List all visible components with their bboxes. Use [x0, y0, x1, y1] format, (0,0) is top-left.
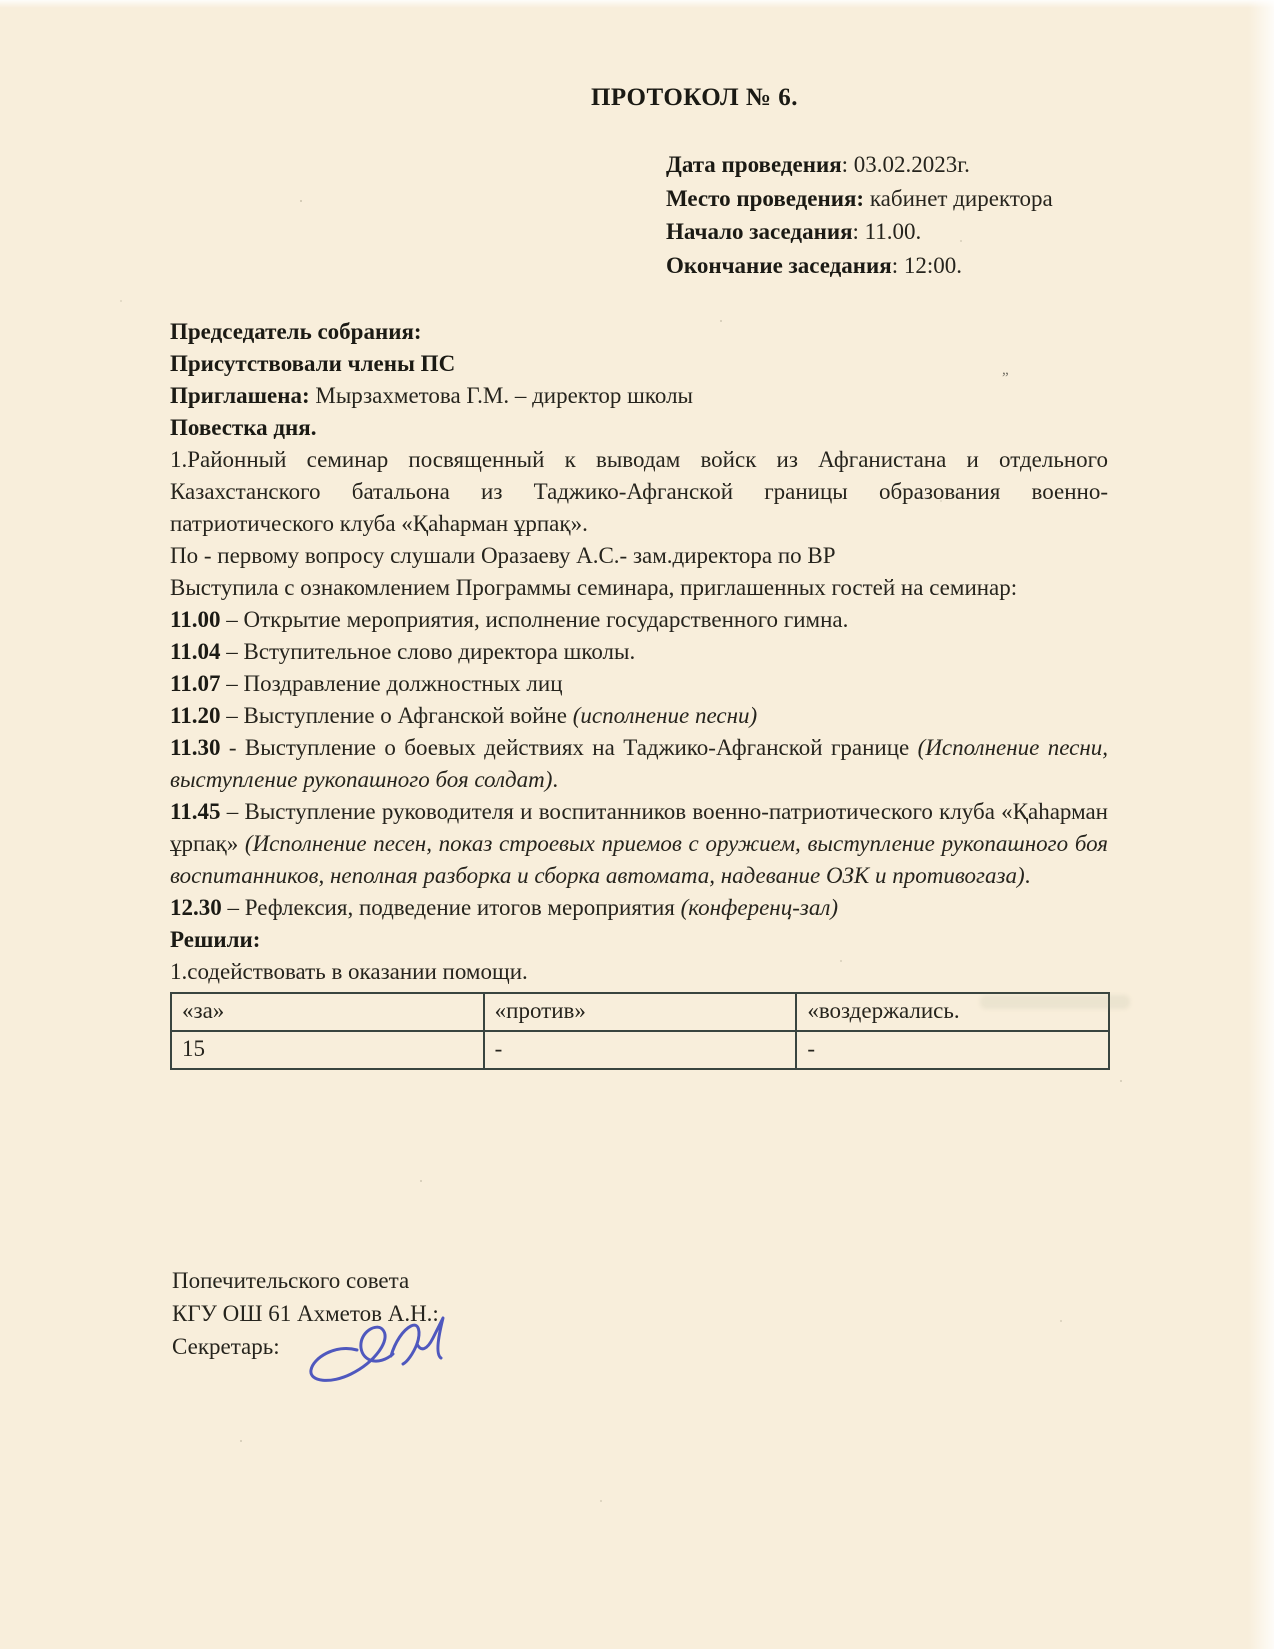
text-segment: По - первому вопросу слушали Оразаеву А.С.- зам.директора по ВР [170, 543, 836, 568]
document-title: ПРОТОКОЛ № 6. [590, 84, 798, 111]
text-segment: (Исполнение песен, показ строевых приемов с оружием, выступление рукопашного боя воспитанников, неполная разборка и сборка автомата, надевание ОЗК и противогаза) [170, 831, 1108, 888]
meta-line [666, 148, 1053, 182]
meta-label: Место проведения: [666, 185, 865, 211]
text-segment: Председатель собрания: [170, 319, 422, 344]
vote-table-value-cell: - [484, 1031, 797, 1069]
meta-label: Окончание заседания [666, 252, 892, 278]
footer-line: КГУ ОШ 61 Ахметов А.Н.: [172, 1301, 439, 1326]
paragraph [170, 796, 1108, 892]
text-segment: (исполнение песни) [572, 703, 758, 728]
paragraph [170, 316, 1108, 348]
meta-label: Начало заседания [666, 219, 853, 244]
text-segment: 12.30 [170, 895, 222, 920]
meta-value: : 11.00. [852, 219, 922, 244]
text-segment: Повестка дня. [170, 415, 317, 440]
vote-table-header-cell: «против» [484, 993, 797, 1031]
text-segment: – Поздравление должностных лиц [220, 671, 563, 696]
text-segment: Выступила с ознакомлением Программы семинара, приглашенных гостей на семинар: [170, 575, 1018, 600]
paragraph [170, 380, 1108, 412]
text-segment: 11.07 [170, 671, 221, 696]
meta-label: Дата проведения [666, 152, 842, 177]
vote-table [170, 992, 1110, 1070]
paragraph [170, 924, 1108, 956]
paragraphs [170, 316, 1108, 988]
paragraph [170, 572, 1108, 604]
meta-value: кабинет директора [864, 185, 1053, 211]
scan-edge-top [0, 0, 1274, 8]
text-segment: – Выступление о Афганской войне [220, 703, 573, 728]
scan-artifact-smudge [980, 995, 1130, 1009]
scan-artifact-mark: ” [1002, 370, 1009, 386]
text-segment: Мырзахметова Г.М. – директор школы [309, 383, 693, 408]
vote-table-value-cell: 15 [171, 1031, 484, 1069]
text-segment: 11.04 [170, 639, 221, 664]
text-segment: (Исполнение песни, выступление рукопашного боя солдат) [170, 735, 1108, 792]
text-segment: – Открытие мероприятия, исполнение государственного гимна. [220, 607, 849, 632]
text-segment: – Вступительное слово директора школы. [220, 639, 636, 664]
document-body [170, 316, 1108, 1070]
text-segment: Решили: [170, 927, 261, 952]
text-segment: 11.00 [170, 607, 221, 632]
meta-line [666, 249, 1053, 283]
scan-edge-right [1248, 0, 1274, 1649]
vote-table-header-cell: «воздержались. [796, 993, 1109, 1031]
text-segment: 1.содействовать в оказании помощи. [170, 959, 528, 984]
footer-line: Попечительского совета [172, 1268, 410, 1293]
text-segment: . [1024, 863, 1031, 888]
meta-block [666, 148, 1053, 282]
paragraph [170, 732, 1108, 796]
signature-ink [295, 1292, 475, 1392]
paragraph [170, 540, 1108, 572]
meta-value: : 03.02.2023г. [841, 152, 970, 177]
text-segment: Присутствовали члены ПС [170, 351, 456, 376]
text-segment: 11.45 [170, 799, 221, 824]
footer-line: Секретарь: [172, 1334, 280, 1359]
text-segment: . [552, 767, 559, 792]
paper-speckles [300, 200, 302, 202]
vote-table-value-row [171, 1031, 1109, 1069]
meta-value: : 12:00. [891, 252, 963, 278]
paragraph [170, 412, 1108, 444]
text-segment: – Рефлексия, подведение итогов мероприятия [221, 895, 681, 920]
vote-table-header-row [171, 993, 1109, 1031]
paragraph [170, 700, 1108, 732]
paragraph [170, 444, 1108, 540]
meta-line [666, 182, 1053, 216]
text-segment: (конференц-зал) [680, 895, 839, 920]
vote-table-value-cell: - [796, 1031, 1109, 1069]
text-segment: 1.Районный семинар посвященный к выводам войск из Афганистана и отдельного Казахстанского батальона из Таджико-Афганской границы образования военно-патриотического клуба «Қаһарман ұрпақ». [170, 447, 1108, 536]
paragraph [170, 892, 1108, 924]
paragraph [170, 348, 1108, 380]
meta-line [666, 215, 1053, 249]
text-segment: 11.20 [170, 703, 221, 728]
text-segment: – Выступление руководителя и воспитанников военно-патриотического клуба «Қаһарман ұрпақ» [170, 799, 1108, 856]
paragraph [170, 668, 1108, 700]
text-segment: - Выступление о боевых действиях на Таджико-Афганской границе [220, 735, 918, 760]
text-segment: Приглашена: [170, 383, 310, 408]
vote-table-header-cell: «за» [171, 993, 484, 1031]
paragraph [170, 956, 1108, 988]
paragraph [170, 604, 1108, 636]
text-segment: 11.30 [170, 735, 221, 760]
paragraph [170, 636, 1108, 668]
